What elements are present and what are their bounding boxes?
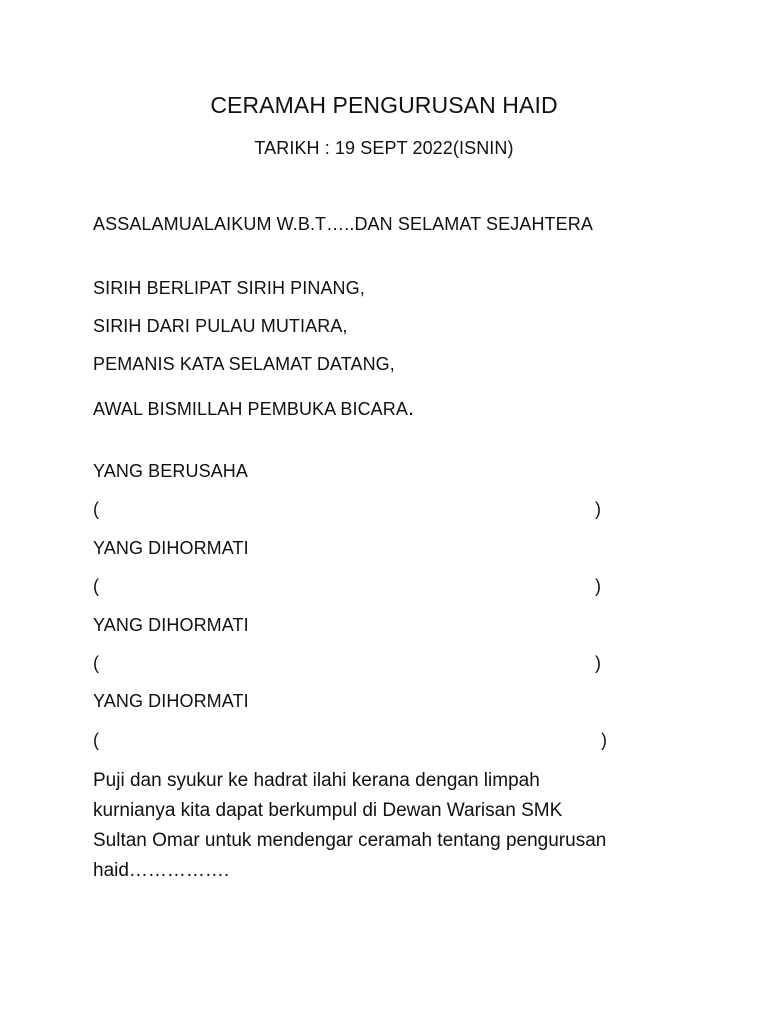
pantun-line-2: SIRIH DARI PULAU MUTIARA, [93, 316, 348, 336]
pantun-line-4-text: AWAL BISMILLAH PEMBUKA BICARA [93, 399, 408, 419]
salutation-open-paren-4: ( [93, 730, 100, 750]
closing-paragraph: Puji dan syukur ke hadrat ilahi kerana dengan limpah kurnianya kita dapat berkumpul di Dewan Warisan SMK Sultan Omar untuk mendengar ceramah tentang pengurusan haid……………. [93, 770, 607, 881]
pantun-line-1: SIRIH BERLIPAT SIRIH PINANG, [93, 278, 365, 298]
document-title: CERAMAH PENGURUSAN HAID [210, 92, 558, 118]
salutation-open-paren-1: ( [93, 499, 100, 519]
salutation-open-paren-3: ( [93, 653, 100, 673]
pantun-line-4-period: . [408, 395, 415, 420]
salutation-label-3: YANG DIHORMATI [93, 615, 249, 635]
date-line: TARIKH : 19 SEPT 2022(ISNIN) [254, 138, 514, 158]
salutation-label-1: YANG BERUSAHA [93, 461, 249, 481]
salutation-close-paren-1: ) [595, 499, 602, 519]
pantun-line-3: PEMANIS KATA SELAMAT DATANG, [93, 354, 395, 374]
pantun-line-4 [93, 397, 414, 420]
salutation-label-4: YANG DIHORMATI [93, 691, 249, 711]
greeting: ASSALAMUALAIKUM W.B.T…..DAN SELAMAT SEJAHTERA [93, 214, 593, 234]
salutation-close-paren-2: ) [595, 576, 602, 596]
salutation-open-paren-2: ( [93, 576, 100, 596]
salutation-label-2: YANG DIHORMATI [93, 538, 249, 558]
salutation-close-paren-3: ) [595, 653, 602, 673]
salutation-close-paren-4: ) [601, 730, 608, 750]
